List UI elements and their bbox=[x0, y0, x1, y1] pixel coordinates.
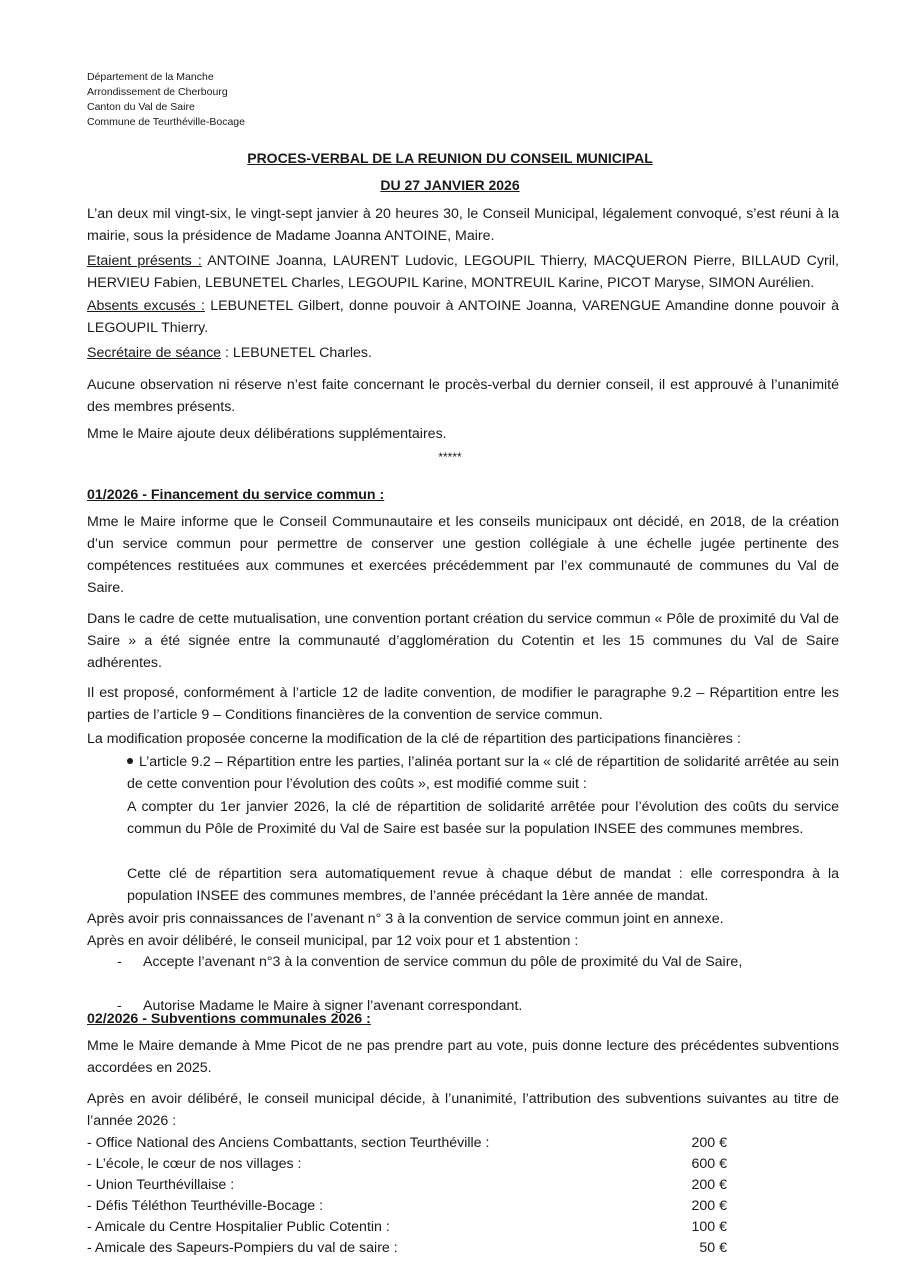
subvention-amount: 50 € bbox=[699, 1240, 727, 1256]
subvention-label: - Défis Téléthon Teurthéville-Bocage : bbox=[87, 1198, 324, 1214]
secretaire-name: : LEBUNETEL Charles. bbox=[221, 345, 372, 361]
section-1-p2: Dans le cadre de cette mutualisation, une convention portant création du service commun « Pôle de proximité du Val de Saire » a été signée entre la communauté d’agglomération du Cotentin et les 15 communes du Val de Saire adhérentes. bbox=[87, 611, 839, 671]
section-2-heading: 02/2026 - Subventions communales 2026 : bbox=[87, 1011, 371, 1027]
subvention-row bbox=[87, 1133, 839, 1154]
observation-paragraph: Aucune observation ni réserve n’est faite concernant le procès-verbal du dernier conseil, il est approuvé à l’unanimité des membres présents. bbox=[87, 377, 839, 415]
subvention-amount: 100 € bbox=[691, 1219, 727, 1235]
section-1-p1: Mme le Maire informe que le Conseil Communautaire et les conseils municipaux ont décidé, en 2018, de la création d’un service commun pour permettre de conserver une gestion collégiale à une échelle jugée pertinente des compétences restituées aux communes et exercées précédemment par l’ex communauté de communes du Val de Saire. bbox=[87, 514, 839, 596]
presents-label: Etaient présents : bbox=[87, 253, 202, 269]
section-1-quote-1: A compter du 1er janvier 2026, la clé de répartition de solidarité arrêtée pour l’évolution des coûts du service commun du Pôle de Proximité du Val de Saire est basée sur la population INSEE des communes membres. bbox=[127, 799, 839, 837]
presents-list: ANTOINE Joanna, LAURENT Ludovic, LEGOUPIL Thierry, MACQUERON Pierre, BILLAUD Cyril, HERVIEU Fabien, LEBUNETEL Charles, LEGOUPIL Karine, MONTREUIL Karine, PICOT Maryse, SIMON Aurélien. bbox=[87, 253, 839, 291]
section-1-bullet bbox=[87, 751, 839, 795]
subvention-label: - Union Teurthévillaise : bbox=[87, 1177, 235, 1193]
absents-paragraph bbox=[87, 295, 839, 339]
section-1-p4: La modification proposée concerne la modification de la clé de répartition des participations financières : bbox=[87, 731, 741, 747]
section-1-p3: Il est proposé, conformément à l’article 12 de ladite convention, de modifier le paragraphe 9.2 – Répartition entre les parties de l’article 9 – Conditions financières de la convention de service commun. bbox=[87, 685, 839, 723]
absents-list: LEBUNETEL Gilbert, donne pouvoir à ANTOINE Joanna, VARENGUE Amandine donne pouvoir à LEGOUPIL Thierry. bbox=[87, 298, 839, 336]
presents-paragraph bbox=[87, 250, 839, 294]
secretaire-label: Secrétaire de séance bbox=[87, 345, 222, 361]
subvention-amount: 200 € bbox=[691, 1198, 727, 1214]
separator: ***** bbox=[438, 450, 462, 464]
subvention-row bbox=[87, 1217, 839, 1238]
subvention-row bbox=[87, 1175, 839, 1196]
subvention-amount: 200 € bbox=[691, 1177, 727, 1193]
decision-text: Accepte l’avenant n°3 à la convention de service commun du pôle de proximité du Val de Saire, bbox=[143, 954, 743, 970]
subvention-amount: 200 € bbox=[691, 1135, 727, 1151]
letterhead bbox=[87, 70, 245, 130]
subvention-amount: 600 € bbox=[691, 1156, 727, 1172]
section-1-p6: Après en avoir délibéré, le conseil municipal, par 12 voix pour et 1 abstention : bbox=[87, 933, 579, 949]
header-line: Arrondissement de Cherbourg bbox=[87, 86, 228, 98]
bullet-text: L’article 9.2 – Répartition entre les parties, l’alinéa portant sur la « clé de répartition de solidarité arrêtée au sein de cette convention pour l’évolution des coûts », est modifié comme suit : bbox=[127, 754, 839, 792]
subvention-label: - Amicale du Centre Hospitalier Public Cotentin : bbox=[87, 1219, 390, 1235]
section-2-p2: Après en avoir délibéré, le conseil municipal décide, à l’unanimité, l’attribution des subventions suivantes au titre de l’année 2026 : bbox=[87, 1091, 839, 1129]
subventions-list bbox=[87, 1133, 839, 1259]
subvention-label: - L’école, le cœur de nos villages : bbox=[87, 1156, 302, 1172]
subvention-row bbox=[87, 1154, 839, 1175]
document-date: DU 27 JANVIER 2026 bbox=[380, 177, 520, 193]
document-title: PROCES-VERBAL DE LA REUNION DU CONSEIL MUNICIPAL bbox=[247, 150, 653, 166]
section-1-heading: 01/2026 - Financement du service commun : bbox=[87, 487, 385, 503]
decision-text: Autorise Madame le Maire à signer l’avenant correspondant. bbox=[143, 998, 523, 1014]
section-1-quote-2: Cette clé de répartition sera automatiquement revue à chaque début de mandat : elle correspondra à la population INSEE des communes membres, de l’année précédant la 1ère année de mandat. bbox=[127, 866, 839, 904]
subvention-label: - Amicale des Sapeurs-Pompiers du val de saire : bbox=[87, 1240, 398, 1256]
subvention-row bbox=[87, 1238, 839, 1259]
header-line: Canton du Val de Saire bbox=[87, 101, 195, 113]
section-2-p1: Mme le Maire demande à Mme Picot de ne pas prendre part au vote, puis donne lecture des précédentes subventions accordées en 2025. bbox=[87, 1038, 839, 1076]
subvention-row bbox=[87, 1196, 839, 1217]
header-line: Commune de Teurthéville-Bocage bbox=[87, 116, 245, 128]
bullet-icon bbox=[127, 758, 133, 764]
absents-label: Absents excusés : bbox=[87, 298, 205, 314]
intro-paragraph: L’an deux mil vingt-six, le vingt-sept janvier à 20 heures 30, le Conseil Municipal, légalement convoqué, s’est réuni à la mairie, sous la présidence de Madame Joanna ANTOINE, Maire. bbox=[87, 206, 839, 244]
secretaire-paragraph bbox=[87, 342, 839, 364]
section-1-p5: Après avoir pris connaissances de l’avenant n° 3 à la convention de service commun joint en annexe. bbox=[87, 911, 724, 927]
ajout-paragraph: Mme le Maire ajoute deux délibérations supplémentaires. bbox=[87, 426, 447, 442]
header-line: Département de la Manche bbox=[87, 71, 214, 83]
decision-item: - Autorise Madame le Maire à signer l’avenant correspondant. bbox=[87, 995, 869, 1017]
subvention-label: - Office National des Anciens Combattants, section Teurthéville : bbox=[87, 1135, 490, 1151]
decision-item: - Accepte l’avenant n°3 à la convention de service commun du pôle de proximité du Val de Saire, bbox=[87, 951, 869, 973]
